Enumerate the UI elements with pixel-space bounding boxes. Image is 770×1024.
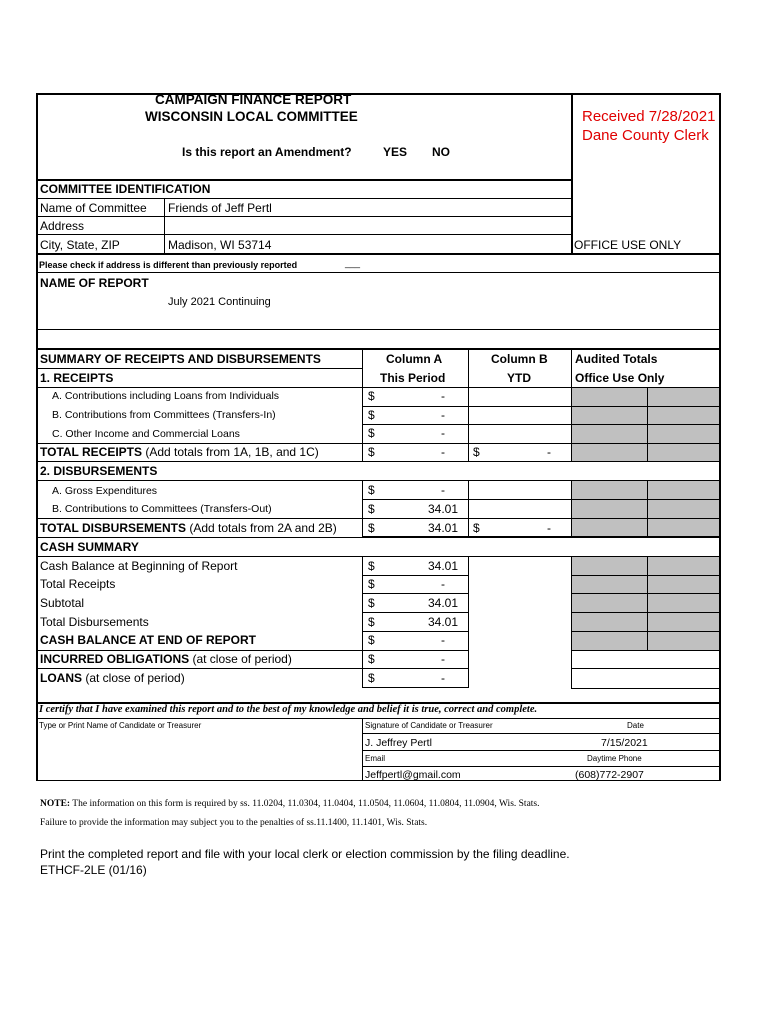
disb-a-line-2 xyxy=(362,518,469,519)
audited-header: Audited Totals xyxy=(575,352,658,366)
total-receipts-currency: $ xyxy=(368,445,375,459)
loans-label-rest: (at close of period) xyxy=(82,671,185,685)
receipts-row-label: C. Other Income and Commercial Loans xyxy=(52,428,240,440)
incurred-a-value[interactable]: - xyxy=(441,652,445,666)
summary-top-line xyxy=(36,348,720,350)
disbursements-title: 2. DISBURSEMENTS xyxy=(40,464,158,478)
cash-row-a-value[interactable]: 34.01 xyxy=(428,615,459,629)
disb-col-b-box xyxy=(468,480,572,537)
committee-bottom-line xyxy=(36,253,720,255)
cash-row-currency: $ xyxy=(368,577,375,591)
audited-cell[interactable] xyxy=(571,499,648,519)
committee-top-line xyxy=(36,179,573,181)
audited-cell[interactable] xyxy=(647,593,720,613)
summary-hdr-div-1 xyxy=(362,348,363,388)
signature-field[interactable]: J. Jeffrey Pertl xyxy=(365,737,432,749)
column-b-subheader: YTD xyxy=(507,371,531,385)
cash-audited-line-1 xyxy=(571,668,720,669)
title-line2: WISCONSIN LOCAL COMMITTEE xyxy=(145,109,358,124)
cash-a-line-2 xyxy=(362,593,469,594)
receipts-row-a-value[interactable]: - xyxy=(441,408,445,422)
disb-a-line-1 xyxy=(362,499,469,500)
report-section-title: NAME OF REPORT xyxy=(40,276,149,290)
audited-cell[interactable] xyxy=(647,443,720,462)
receipts-b-line-2 xyxy=(468,424,572,425)
receipts-title: 1. RECEIPTS xyxy=(40,371,114,385)
amendment-no[interactable]: NO xyxy=(432,145,450,159)
report-bottom-line xyxy=(36,329,720,330)
disb-row-label: A. Gross Expenditures xyxy=(52,485,158,497)
audited-cell[interactable] xyxy=(647,518,720,537)
disb-row-currency: $ xyxy=(368,483,375,497)
total-disb-label-rest: (Add totals from 2A and 2B) xyxy=(186,521,337,535)
audited-cell[interactable] xyxy=(571,612,648,632)
legal-note xyxy=(40,800,540,810)
certify-line-1 xyxy=(362,733,720,734)
total-disb-b-currency: $ xyxy=(473,521,480,535)
loans-label xyxy=(40,672,185,684)
incurred-currency: $ xyxy=(368,652,375,666)
receipts-b-line-1 xyxy=(468,406,572,407)
disb-b-line-2 xyxy=(468,518,572,519)
cash-row-currency: $ xyxy=(368,615,375,629)
incurred-label-rest: (at close of period) xyxy=(189,652,292,666)
total-receipts-top-line xyxy=(36,443,362,444)
audited-cell[interactable] xyxy=(647,499,720,519)
cash-label-line-1 xyxy=(36,650,362,651)
committee-line-1 xyxy=(36,198,573,199)
committee-city-label: City, State, ZIP xyxy=(40,238,120,252)
report-name-field[interactable]: July 2021 Continuing xyxy=(168,296,271,308)
cash-row-label: Total Disbursements xyxy=(40,615,149,629)
audited-cell[interactable] xyxy=(647,480,720,500)
audited-cell[interactable] xyxy=(571,443,648,462)
committee-name-field[interactable]: Friends of Jeff Pertl xyxy=(168,201,272,215)
report-top-line xyxy=(36,272,720,273)
audited-cell[interactable] xyxy=(571,556,648,576)
certification-statement: I certify that I have examined this report and to the best of my knowledge and belief it is true, correct and complete. xyxy=(39,704,538,715)
frame-left xyxy=(36,93,38,781)
title-line1: CAMPAIGN FINANCE REPORT xyxy=(155,92,352,107)
committee-city-field[interactable]: Madison, WI 53714 xyxy=(168,238,272,252)
loans-label-bold: LOANS xyxy=(40,671,82,685)
cash-a-line-1 xyxy=(362,575,469,576)
amendment-question: Is this report an Amendment? xyxy=(182,145,352,159)
total-disb-label-bold: TOTAL DISBURSEMENTS xyxy=(40,521,187,535)
summary-hdr-div-2 xyxy=(468,348,469,388)
committee-name-label: Name of Committee xyxy=(40,201,147,215)
audited-cell[interactable] xyxy=(647,406,720,425)
received-stamp-line1: Received 7/28/2021 xyxy=(582,108,716,125)
form-id: ETHCF-2LE (01/16) xyxy=(40,863,147,877)
cash-row-label: Total Receipts xyxy=(40,577,116,591)
receipts-row-currency: $ xyxy=(368,426,375,440)
cash-a-right-border xyxy=(468,556,469,688)
cash-row-label: Cash Balance at Beginning of Report xyxy=(40,559,238,573)
audited-cell[interactable] xyxy=(571,518,648,537)
legal-note-rest: The information on this form is required by ss. 11.0204, 11.0304, 11.0404, 11.0504, 11.0604, 11.0804, 11.0904, Wis. Stats. xyxy=(70,799,540,809)
certify-line-3 xyxy=(362,766,720,767)
column-b-header: Column B xyxy=(491,352,548,366)
audited-cell[interactable] xyxy=(647,575,720,594)
column-a-header: Column A xyxy=(386,352,443,366)
audited-cell[interactable] xyxy=(571,631,648,651)
address-change-checkbox[interactable]: ___ xyxy=(345,258,361,268)
cash-a-line-3 xyxy=(362,612,469,613)
penalty-note: Failure to provide the information may subject you to the penalties of ss.11.1400, 11.1401, Wis. Stats. xyxy=(40,818,428,828)
audited-cell[interactable] xyxy=(647,556,720,576)
total-receipts-b-value[interactable]: - xyxy=(547,445,551,459)
receipts-row-a-value[interactable]: - xyxy=(441,426,445,440)
audited-cell[interactable] xyxy=(647,612,720,632)
office-box-left xyxy=(571,93,573,253)
cash-row-a-value[interactable]: - xyxy=(441,577,445,591)
total-receipts-label-bold: TOTAL RECEIPTS xyxy=(40,445,143,459)
cash-balance-a-value[interactable]: - xyxy=(441,633,445,647)
cash-a-line-5 xyxy=(362,650,469,651)
cash-row-a-value[interactable]: 34.01 xyxy=(428,559,459,573)
audited-cell[interactable] xyxy=(647,424,720,444)
audited-cell[interactable] xyxy=(571,406,648,425)
filing-instruction: Print the completed report and file with your local clerk or election commission by the filing deadline. xyxy=(40,847,570,861)
audited-cell[interactable] xyxy=(571,480,648,500)
certify-line-2 xyxy=(362,750,720,751)
committee-address-label: Address xyxy=(40,219,85,233)
disb-row-label: B. Contributions to Committees (Transfers-Out) xyxy=(52,503,272,515)
column-a-subheader: This Period xyxy=(380,371,446,385)
committee-address-field[interactable] xyxy=(168,217,568,233)
address-change-note: Please check if address is different than previously reported xyxy=(39,260,298,270)
cash-row-currency: $ xyxy=(368,559,375,573)
summary-hdr-div-3 xyxy=(571,348,572,388)
loans-a-value[interactable]: - xyxy=(441,671,445,685)
cash-summary-title: CASH SUMMARY xyxy=(40,540,139,554)
receipts-a-line-3 xyxy=(362,443,469,444)
cash-label-line-2 xyxy=(36,668,362,669)
cash-row-currency: $ xyxy=(368,596,375,610)
committee-line-3 xyxy=(36,234,573,235)
total-receipts-label-rest: (Add totals from 1A, 1B, and 1C) xyxy=(142,445,319,459)
cash-row-a-value[interactable]: 34.01 xyxy=(428,596,459,610)
total-receipts-b-currency: $ xyxy=(473,445,480,459)
committee-divider xyxy=(164,198,165,253)
received-stamp-line2: Dane County Clerk xyxy=(582,127,709,144)
committee-section-title: COMMITTEE IDENTIFICATION xyxy=(40,182,211,196)
office-use-only-label: OFFICE USE ONLY xyxy=(574,238,682,252)
total-receipts-label xyxy=(40,446,319,458)
incurred-label-bold: INCURRED OBLIGATIONS xyxy=(40,652,190,666)
audited-cell[interactable] xyxy=(571,387,648,407)
audited-subheader: Office Use Only xyxy=(575,371,665,385)
summary-title-underline xyxy=(36,368,362,369)
total-disb-bottom-line xyxy=(36,537,720,538)
date-field[interactable]: 7/15/2021 xyxy=(601,737,648,749)
total-disb-b-value[interactable]: - xyxy=(547,521,551,535)
receipts-a-line-2 xyxy=(362,424,469,425)
incurred-obligations-label xyxy=(40,653,292,665)
frame-top xyxy=(36,93,720,95)
audited-cell[interactable] xyxy=(571,593,648,613)
cash-a-line-4 xyxy=(362,631,469,632)
certify-statement-line xyxy=(36,718,720,719)
total-disbursements-label xyxy=(40,522,337,534)
email-label: Email xyxy=(365,754,386,763)
total-receipts-a-value[interactable]: - xyxy=(441,445,445,459)
email-field[interactable]: Jeffpertl@gmail.com xyxy=(365,769,461,781)
receipts-row-a-value[interactable]: - xyxy=(441,389,445,403)
cash-a-line-6 xyxy=(362,668,469,669)
disb-row-a-value[interactable]: 34.01 xyxy=(428,502,459,516)
receipts-row-currency: $ xyxy=(368,408,375,422)
receipts-row-label: A. Contributions including Loans from Individuals xyxy=(52,390,280,402)
audited-cell[interactable] xyxy=(571,575,648,594)
date-label: Date xyxy=(627,721,644,730)
amendment-yes[interactable]: YES xyxy=(383,145,408,159)
total-disb-top-line xyxy=(36,518,362,519)
total-disb-currency: $ xyxy=(368,521,375,535)
receipts-b-line-3 xyxy=(468,443,572,444)
cash-audited-line-2 xyxy=(571,688,720,689)
phone-field[interactable]: (608)772-2907 xyxy=(575,769,644,781)
phone-label: Daytime Phone xyxy=(587,754,642,763)
signature-label: Signature of Candidate or Treasurer xyxy=(365,721,493,730)
audited-cell[interactable] xyxy=(647,631,720,651)
receipts-row-currency: $ xyxy=(368,389,375,403)
audited-cell[interactable] xyxy=(571,424,648,444)
cash-row-label: Subtotal xyxy=(40,596,85,610)
cash-balance-currency: $ xyxy=(368,633,375,647)
legal-note-bold: NOTE: xyxy=(40,799,71,809)
audited-cell[interactable] xyxy=(647,387,720,407)
disb-row-a-value[interactable]: - xyxy=(441,483,445,497)
cash-balance-label: CASH BALANCE AT END OF REPORT xyxy=(40,633,256,647)
loans-currency: $ xyxy=(368,671,375,685)
summary-title: SUMMARY OF RECEIPTS AND DISBURSEMENTS xyxy=(40,352,321,366)
total-receipts-bottom-line xyxy=(36,461,720,462)
disb-b-line-1 xyxy=(468,499,572,500)
total-disb-a-value[interactable]: 34.01 xyxy=(428,521,459,535)
disb-row-currency: $ xyxy=(368,502,375,516)
receipts-row-label: B. Contributions from Committees (Transfers-In) xyxy=(52,409,276,421)
receipts-a-line-1 xyxy=(362,406,469,407)
type-name-label: Type or Print Name of Candidate or Treasurer xyxy=(39,721,202,730)
